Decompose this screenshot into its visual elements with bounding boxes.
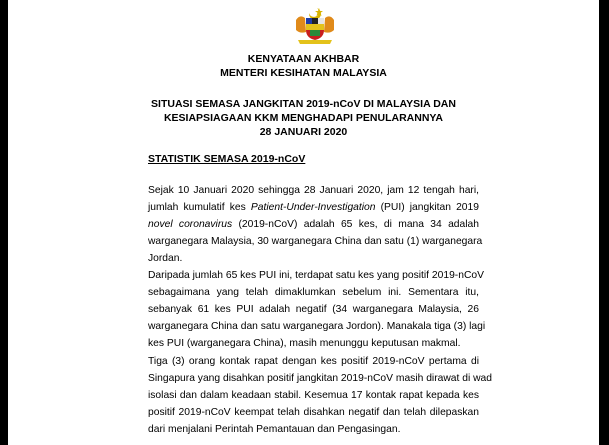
paragraph-3 — [148, 353, 493, 438]
para2-line-1: Daripada jumlah 65 kes PUI ini, terdapat satu kes yang positif 2019-nCoV — [148, 270, 484, 281]
title-line-2: KESIAPSIAGAAN KKM MENGHADAPI PENULARANNYA — [163, 112, 444, 124]
para1-line-3 — [148, 216, 479, 233]
para1-line-2a: jumlah kumulatif kes — [148, 202, 251, 213]
paragraph-1 — [148, 182, 483, 267]
para3-line-2: Singapura yang disahkan positif jangkitan 2019-nCoV masih dirawat di wad — [148, 373, 493, 384]
para2-line-4: warganegara China dan satu warganegara Jordon). Manakala tiga (3) lagi — [148, 321, 486, 332]
press-release-label: KENYATAAN AKHBAR — [247, 53, 360, 65]
novel-coronavirus-term: novel coronavirus — [148, 219, 233, 230]
para1-line-4: warganegara Malaysia, 30 warganegara China dan satu (1) warganegara — [148, 236, 483, 247]
paragraph-2 — [148, 267, 486, 352]
section-title: STATISTIK SEMASA 2019-nCoV — [148, 153, 306, 165]
para1-line-2 — [148, 199, 479, 216]
para1-line-5: Jordan. — [148, 253, 183, 264]
date-label: 28 JANUARI 2020 — [259, 126, 348, 138]
para2-line-3: sebanyak 61 kes PUI adalah negatif (34 warganegara Malaysia, 26 — [148, 304, 479, 315]
para3-line-3: isolasi dan dalam keadaan stabil. Kesemua 17 kontak rapat kepada kes — [148, 390, 479, 401]
para2-line-2: sebagaimana yang telah dimaklumkan sebelum ini. Sementara itu, — [148, 287, 479, 298]
para1-line-2c: (PUI) jangkitan 2019 — [375, 202, 479, 213]
para1-line-3b: (2019-nCoV) adalah 65 kes, di mana 34 adalah — [232, 219, 479, 230]
para3-line-1: Tiga (3) orang kontak rapat dengan kes positif 2019-nCoV pertama di — [148, 356, 479, 367]
pui-term: Patient-Under-Investigation — [250, 202, 376, 213]
para1-line-1: Sejak 10 Januari 2020 sehingga 28 Januari 2020, jam 12 tengah hari, — [148, 185, 479, 196]
para2-line-5: kes PUI (warganegara China), masih menunggu keputusan makmal. — [148, 338, 461, 349]
title-line-1: SITUASI SEMASA JANGKITAN 2019-nCoV DI MALAYSIA DAN — [151, 98, 456, 110]
coat-of-arms-icon — [292, 6, 338, 46]
para3-line-4: positif 2019-nCoV keempat telah disahkan negatif dan telah dilepaskan — [148, 407, 479, 418]
para3-line-5: dari menjalani Perintah Pemantauan dan Pengasingan. — [148, 424, 401, 435]
ministry-label: MENTERI KESIHATAN MALAYSIA — [220, 67, 387, 79]
